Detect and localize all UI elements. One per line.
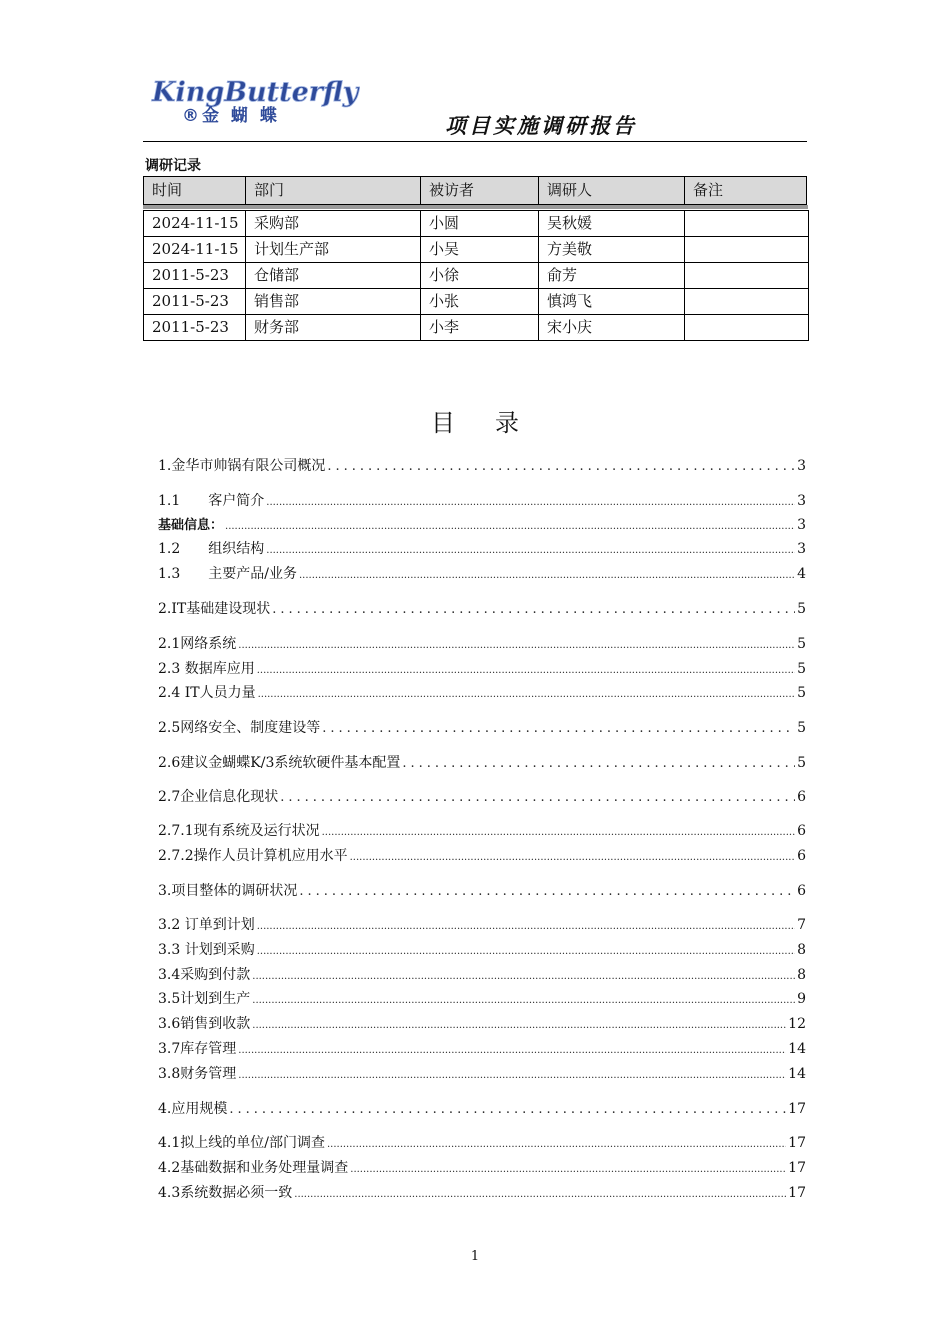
toc-entry-text: 基础信息： — [158, 518, 224, 533]
toc-entry[interactable] — [158, 989, 806, 1009]
toc-title: 目录 — [431, 409, 559, 437]
toc-page-number: 14 — [788, 1041, 806, 1057]
toc-entry-text: 3.8财务管理 — [158, 1066, 237, 1082]
toc-entry[interactable] — [158, 539, 806, 559]
toc-page-number: 6 — [797, 823, 806, 839]
toc-entry-text: 2.7.1现有系统及运行状况 — [158, 823, 320, 839]
toc-entry-text: 4.1拟上线的单位/部门调查 — [158, 1135, 325, 1151]
toc-leader — [258, 685, 795, 705]
toc-leader — [280, 788, 795, 808]
toc-leader — [257, 942, 795, 962]
toc-leader — [350, 848, 795, 868]
column-header: 被访者 — [421, 177, 539, 204]
researcher-cell: 方美敬 — [539, 237, 685, 262]
toc-leader — [322, 719, 795, 739]
toc-entry[interactable] — [158, 846, 806, 866]
toc-leader — [266, 493, 795, 513]
toc-entry[interactable] — [158, 821, 806, 841]
toc-page-number: 5 — [797, 601, 806, 617]
column-header: 调研人 — [539, 177, 685, 204]
toc-leader — [294, 1185, 786, 1205]
interviewee-cell: 小圆 — [421, 211, 539, 236]
logo-chinese-mark: ®金 蝴 蝶 — [182, 106, 280, 124]
toc-entry-text: 2.1网络系统 — [158, 636, 237, 652]
toc-page-number: 5 — [797, 661, 806, 677]
toc-entry-text: 2.5网络安全、制度建设等 — [158, 720, 321, 736]
toc-entry[interactable] — [158, 456, 806, 476]
toc-entry-text: 3.项目整体的调研状况 — [158, 883, 298, 899]
toc-entry[interactable] — [158, 787, 806, 807]
toc-entry-text: 3.7库存管理 — [158, 1041, 237, 1057]
toc-page-number: 5 — [797, 755, 806, 771]
toc-page-number: 17 — [788, 1101, 806, 1117]
interviewee-cell: 小张 — [421, 289, 539, 314]
toc-leader — [238, 636, 795, 656]
interviewee-cell: 小徐 — [421, 263, 539, 288]
toc-entry-text: 1.3 主要产品/业务 — [158, 566, 297, 582]
researcher-cell: 慎鸿飞 — [539, 289, 685, 314]
toc-entry[interactable] — [158, 564, 806, 584]
toc-leader — [402, 754, 795, 774]
toc-entry-text: 2.7企业信息化现状 — [158, 789, 279, 805]
logo-wordmark: KingButterfly — [152, 77, 359, 108]
toc-page-number: 5 — [797, 685, 806, 701]
toc-entry[interactable] — [158, 515, 806, 535]
researcher-cell: 俞芳 — [539, 263, 685, 288]
researcher-cell: 吴秋媛 — [539, 211, 685, 236]
toc-entry-text: 3.3 计划到采购 — [158, 942, 255, 958]
toc-leader — [272, 600, 795, 620]
toc-entry[interactable] — [158, 915, 806, 935]
date-cell: 2011-5-23 — [144, 263, 246, 288]
toc-entry[interactable] — [158, 1133, 806, 1153]
toc-entry[interactable] — [158, 599, 806, 619]
column-header: 备注 — [693, 181, 724, 199]
toc-entry-text: 4.应用规模 — [158, 1101, 228, 1117]
toc-entry[interactable] — [158, 1064, 806, 1084]
toc-entry-text: 4.2基础数据和业务处理量调查 — [158, 1160, 349, 1176]
column-header: 部门 — [246, 177, 421, 204]
toc-page-number: 7 — [797, 917, 806, 933]
toc-leader — [252, 967, 795, 987]
department-cell: 仓储部 — [246, 263, 421, 288]
toc-page-number: 6 — [797, 789, 806, 805]
toc-entry-text: 3.2 订单到计划 — [158, 917, 255, 933]
department-cell: 销售部 — [246, 289, 421, 314]
toc-leader — [225, 517, 795, 537]
toc-page-number: 8 — [797, 967, 806, 983]
toc-leader — [327, 457, 795, 477]
toc-page-number: 8 — [797, 942, 806, 958]
toc-entry[interactable] — [158, 683, 806, 703]
toc-page-number: 5 — [797, 636, 806, 652]
date-cell: 2011-5-23 — [144, 315, 246, 340]
toc-entry-text: 2.7.2操作人员计算机应用水平 — [158, 848, 348, 864]
toc-entry-text: 1.1 客户简介 — [158, 493, 265, 509]
column-header: 时间 — [144, 177, 246, 204]
toc-entry[interactable] — [158, 1158, 806, 1178]
date-cell: 2011-5-23 — [144, 289, 246, 314]
toc-leader — [257, 917, 795, 937]
toc-page-number: 3 — [797, 493, 806, 509]
toc-entry[interactable] — [158, 1183, 806, 1203]
department-cell: 财务部 — [246, 315, 421, 340]
toc-leader — [229, 1100, 786, 1120]
toc-page-number: 14 — [788, 1066, 806, 1082]
toc-entry-text: 2.3 数据库应用 — [158, 661, 255, 677]
toc-entry-text: 2.4 IT人员力量 — [158, 685, 256, 701]
page-number: 1 — [470, 1249, 480, 1264]
toc-entry-text: 3.5计划到生产 — [158, 991, 251, 1007]
toc-leader — [238, 1066, 786, 1086]
toc-entry-text: 2.IT基础建设现状 — [158, 601, 271, 617]
toc-entry[interactable] — [158, 881, 806, 901]
toc-entry-text: 3.6销售到收款 — [158, 1016, 251, 1032]
toc-leader — [238, 1041, 786, 1061]
toc-leader — [350, 1160, 786, 1180]
toc-page-number: 6 — [797, 883, 806, 899]
toc-leader — [322, 823, 795, 843]
toc-entry[interactable] — [158, 1039, 806, 1059]
toc-page-number: 5 — [797, 720, 806, 736]
toc-entry[interactable] — [158, 1014, 806, 1034]
toc-entry[interactable] — [158, 634, 806, 654]
toc-entry-text: 3.4采购到付款 — [158, 967, 251, 983]
toc-page-number: 3 — [797, 517, 806, 533]
toc-entry[interactable] — [158, 491, 806, 511]
toc-entry[interactable] — [158, 965, 806, 985]
department-cell: 计划生产部 — [246, 237, 421, 262]
researcher-cell: 宋小庆 — [539, 315, 685, 340]
toc-page-number: 12 — [788, 1016, 806, 1032]
toc-leader — [252, 1016, 786, 1036]
toc-leader — [299, 882, 795, 902]
survey-section-label: 调研记录 — [145, 158, 201, 174]
toc-entry[interactable] — [158, 718, 806, 738]
interviewee-cell: 小吴 — [421, 237, 539, 262]
report-title: 项目实施调研报告 — [445, 114, 637, 138]
toc-page-number: 4 — [797, 566, 806, 582]
department-cell: 采购部 — [246, 211, 421, 236]
toc-entry-text: 1.金华市帅锅有限公司概况 — [158, 458, 326, 474]
toc-page-number: 9 — [797, 991, 806, 1007]
toc-entry-text: 4.3系统数据必须一致 — [158, 1185, 293, 1201]
date-cell: 2024-11-15 — [144, 237, 246, 262]
toc-leader — [299, 566, 795, 586]
toc-leader — [327, 1135, 786, 1155]
toc-leader — [266, 541, 795, 561]
toc-entry[interactable] — [158, 1099, 806, 1119]
toc-entry[interactable] — [158, 753, 806, 773]
toc-entry-text: 2.6建议金蝴蝶K/3系统软硬件基本配置 — [158, 755, 401, 771]
toc-page-number: 6 — [797, 848, 806, 864]
toc-page-number: 3 — [797, 541, 806, 557]
toc-leader — [252, 991, 795, 1011]
toc-page-number: 17 — [788, 1160, 806, 1176]
interviewee-cell: 小李 — [421, 315, 539, 340]
toc-page-number: 3 — [797, 458, 806, 474]
toc-entry-text: 1.2 组织结构 — [158, 541, 265, 557]
toc-leader — [257, 661, 795, 681]
toc-page-number: 17 — [788, 1185, 806, 1201]
toc-page-number: 17 — [788, 1135, 806, 1151]
date-cell: 2024-11-15 — [144, 211, 246, 236]
toc-entry[interactable] — [158, 940, 806, 960]
toc-entry[interactable] — [158, 659, 806, 679]
